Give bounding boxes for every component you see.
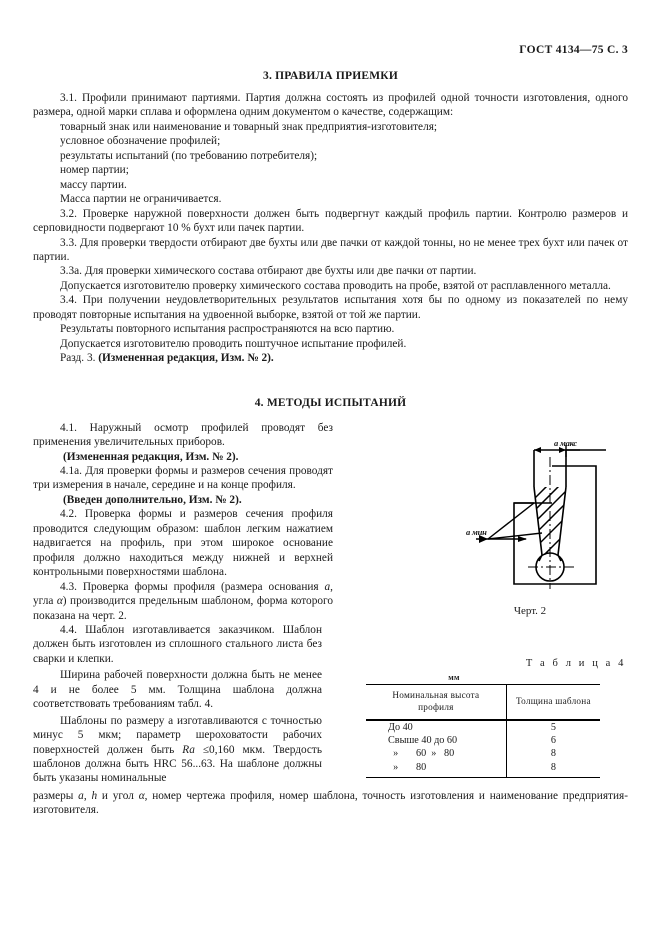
cell-height-range: Свыше 40 до 60: [366, 734, 506, 747]
column-header-template-thickness: Толщина шаблона: [506, 685, 600, 721]
paragraph-template-marking: [33, 789, 628, 818]
column-header-nominal-height: [366, 685, 506, 721]
paragraph-3-1: 3.1. Профили принимают партиями. Партия должна состоять из профилей одной точности изготовления, одного размера, одной марки сплава и оформлена одним документом о качестве, содержащим:: [33, 92, 628, 119]
paragraph-template-width: Ширина рабочей поверхности должна быть не менее 4 и не более 5 мм. Толщина шаблона должна соответствовать требованиям табл. 4.: [33, 669, 322, 711]
amendment-text: (Измененная редакция, Изм. № 2).: [98, 352, 274, 365]
tail-part2: ,: [83, 790, 92, 802]
paragraph-4-3: [33, 580, 333, 623]
header-line-2: профиля: [418, 701, 454, 712]
amendment-note-4-1a: (Введен дополнительно, Изм. № 2).: [63, 493, 242, 506]
p43-part1: 4.3. Проверка формы профиля (размера основания: [60, 580, 325, 593]
paragraph-3-3: 3.3. Для проверки твердости отбирают две бухты или две пачки от каждой тонны, но не менее трех бухт или пачек от партии.: [33, 236, 628, 263]
paragraph-3-4: 3.4. При получении неудовлетворительных результатов испытания хотя бы по одному из показателей по нему проводят повторные испытания на удвоенной выборке, взятой от той же партии.: [33, 294, 628, 321]
paragraph-4-4: 4.4. Шаблон изготавливается заказчиком. Шаблон должен быть изготовлен из сплошного стального листа без сварки и клепки.: [33, 623, 322, 665]
paragraph-retest-result: Результаты повторного испытания распространяются на всю партию.: [60, 323, 395, 336]
paragraph-4-1: 4.1. Наружный осмотр профилей проводят без применения увеличительных приборов.: [33, 421, 333, 449]
table-4-block: [366, 658, 628, 778]
symbol-alpha: α: [56, 595, 63, 608]
tail-paragraph-block: [33, 789, 628, 818]
list-item: номер партии;: [60, 164, 129, 177]
symbol-ra: Ra: [182, 743, 195, 756]
paragraph-3-2: 3.2. Проверке наружной поверхности должен быть подвергнут каждый профиль партии. Контролю размеров и серповидности подвергают 10 % бухт или пачек партии.: [33, 207, 628, 235]
paragraph-3-3a: 3.3а. Для проверки химического состава отбирают две бухты или две пачки от партии.: [60, 265, 477, 278]
list-item: товарный знак или наименование и товарный знак предприятия-изготовителя;: [60, 120, 438, 133]
cell-thickness: 8: [550, 748, 556, 760]
paragraph-template-accuracy: [33, 714, 322, 786]
list-item: результаты испытаний (по требованию потребителя);: [60, 149, 318, 162]
paragraph-mass-note: Масса партии не ограничивается.: [60, 193, 222, 206]
table-row: [366, 720, 600, 734]
table-bottom-rule: [366, 777, 600, 778]
p46-part2: ≤0,160 мкм. Твердость шаблонов должна быть HRC 56...63. На шаблоне должны быть указаны номинальные: [33, 743, 322, 785]
left-text-column-lower: [33, 623, 322, 786]
left-text-column: [33, 421, 333, 623]
tail-part4: , номер чертежа профиля, номер шаблона, точность изготовления и наименование предприятия-изготовителя.: [33, 790, 628, 817]
section-4-title: 4. МЕТОДЫ ИСПЫТАНИЙ: [254, 396, 407, 409]
table-units-label: мм: [448, 673, 460, 682]
p43-part2: , угла: [33, 580, 333, 608]
section-3-title: 3. ПРАВИЛА ПРИЕМКИ: [263, 70, 398, 82]
p46-part1: Шаблоны по размеру а изготавливаются с точностью минус 5 мкм; параметр шероховатости рабочих поверхностей должен быть: [33, 714, 322, 756]
symbol-a: a: [78, 790, 84, 802]
list-item: условное обозначение профилей;: [60, 135, 221, 148]
symbol-h: h: [91, 790, 98, 802]
header-line-1: Номинальная высота: [392, 690, 480, 700]
list-item: массу партии.: [60, 178, 127, 191]
table-row: [366, 761, 600, 777]
cell-thickness: 5: [550, 721, 556, 733]
table-caption: Т а б л и ц а 4: [525, 658, 626, 669]
symbol-alpha: α: [138, 790, 145, 802]
amendment-note-4-1: (Измененная редакция, Изм. № 2).: [63, 450, 239, 463]
cell-thickness: 6: [550, 734, 556, 746]
paragraph-3-3a-note: Допускается изготовителю проверку химического состава проводить на пробе, взятой от расплавленного металла.: [60, 279, 611, 292]
table-header-row: [366, 685, 600, 721]
tail-part1: размеры: [33, 790, 79, 802]
cell-height-range: » 80: [366, 761, 506, 777]
paragraph-piecewise-test: Допускается изготовителю проводить поштучное испытание профилей.: [60, 337, 407, 350]
cell-height-range: До 40: [366, 720, 506, 734]
paragraph-4-2: 4.2. Проверка формы и размеров сечения профиля проводится следующим образом: шаблон легким нажатием надвигается на профиль, при этом широкое основание профиля должно находиться между нижней и верхней контрольными поверхностями шаблона.: [33, 508, 333, 579]
paragraph-4-1a: 4.1а. Для проверки формы и размеров сечения проводят три измерения в начале, середине и на конце профиля.: [33, 464, 333, 492]
figure-label-a-max: a макс: [554, 438, 578, 448]
symbol-a: a: [324, 580, 331, 593]
table-template-thickness: [366, 684, 600, 777]
cell-height-range: » 60 » 80: [366, 748, 506, 761]
table-row: [366, 734, 600, 747]
table-row: [366, 748, 600, 761]
p43-part3: ) производится предельным шаблоном, форма которого показана на черт. 2.: [33, 595, 333, 622]
tail-part3: и угол: [97, 790, 139, 802]
cell-thickness: 8: [550, 761, 556, 773]
amendment-prefix: Разд. 3.: [60, 352, 99, 365]
figure-label-a-min: a мин: [466, 527, 487, 537]
page-header: ГОСТ 4134—75 С. 3: [519, 44, 628, 56]
amendment-note-section-3: [33, 351, 628, 365]
figure-caption: Черт. 2: [513, 605, 547, 617]
